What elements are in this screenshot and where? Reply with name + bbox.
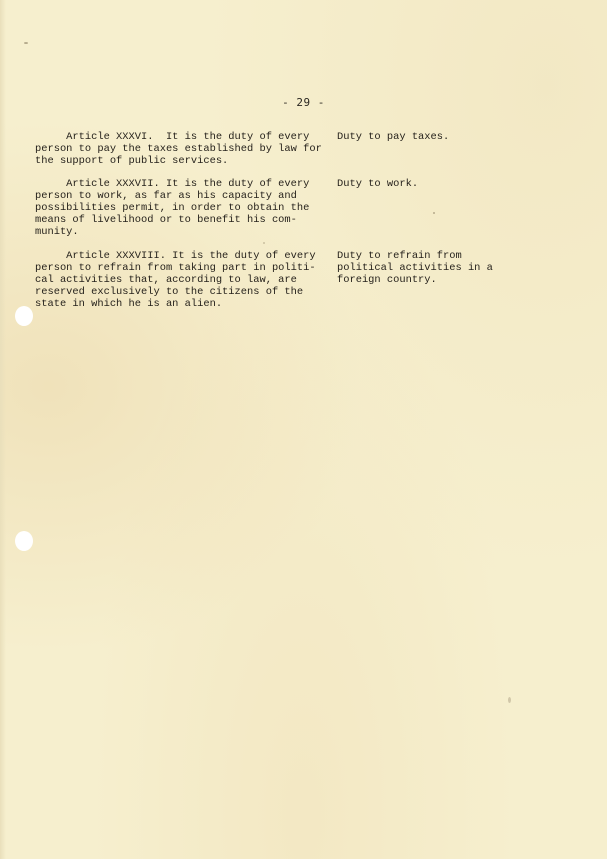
text-line: person to work, as far as his capacity and (35, 190, 297, 202)
article-38-text (35, 250, 325, 310)
article-38-margin-note (337, 250, 587, 286)
note-line: political activities in a (337, 262, 493, 274)
punch-hole-bottom (15, 531, 33, 551)
text-line: Article XXXVIII. It is the duty of every (35, 250, 316, 262)
text-line: person to pay the taxes established by law for (35, 143, 322, 155)
note-line: Duty to work. (337, 178, 419, 190)
text-line: person to refrain from taking part in politi- (35, 262, 316, 274)
paper-speck (508, 697, 511, 703)
text-line: Article XXXVI. It is the duty of every (35, 131, 310, 143)
text-line: state in which he is an alien. (35, 298, 223, 310)
article-36-margin-note (337, 131, 587, 143)
article-37-text (35, 178, 325, 238)
page-number: - 29 - (282, 96, 325, 109)
article-36-text (35, 131, 325, 167)
text-line: the support of public services. (35, 155, 229, 167)
punch-hole-top (15, 306, 33, 326)
text-line: possibilities permit, in order to obtain the (35, 202, 310, 214)
text-line: means of livelihood or to benefit his com- (35, 214, 297, 226)
paper-speck (24, 42, 28, 44)
paper-speck (263, 242, 265, 244)
note-line: foreign country. (337, 274, 437, 286)
paper-speck (433, 212, 435, 214)
text-line: Article XXXVII. It is the duty of every (35, 178, 310, 190)
text-line: reserved exclusively to the citizens of the (35, 286, 304, 298)
paper-edge-shadow (0, 0, 6, 859)
article-37-margin-note (337, 178, 587, 190)
text-line: cal activities that, according to law, are (35, 274, 297, 286)
note-line: Duty to pay taxes. (337, 131, 450, 143)
text-line: munity. (35, 226, 79, 238)
note-line: Duty to refrain from (337, 250, 462, 262)
